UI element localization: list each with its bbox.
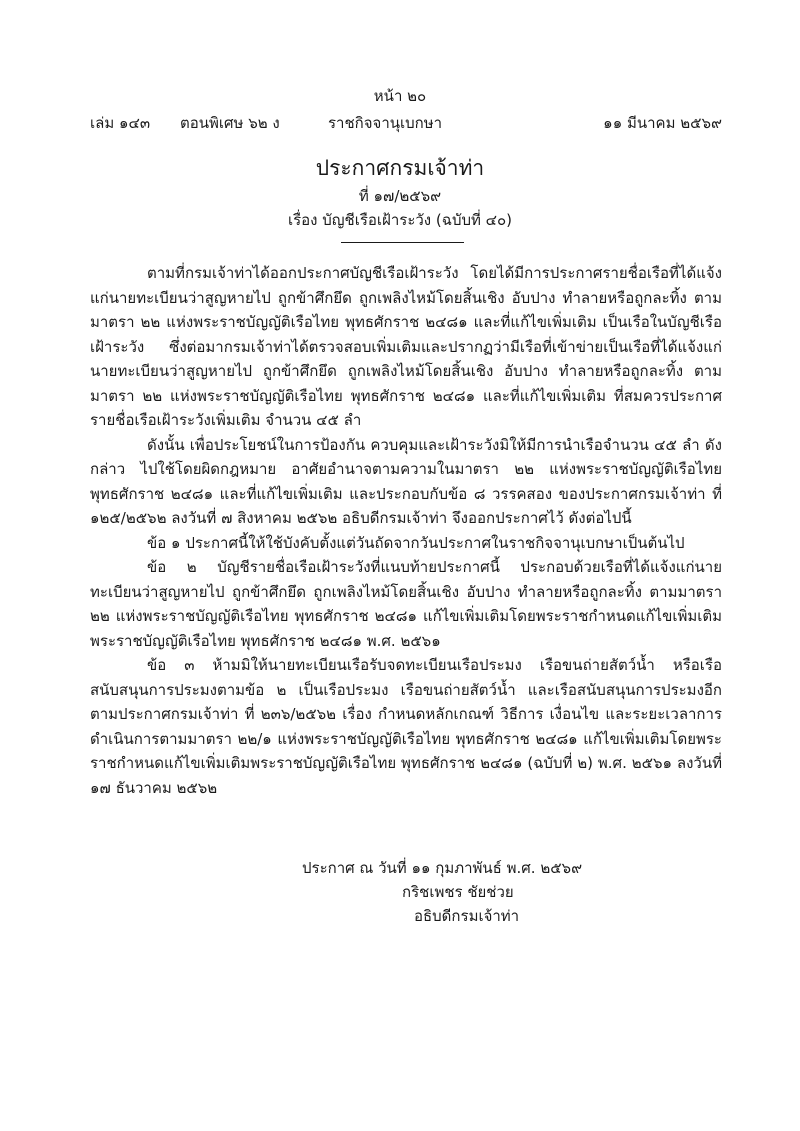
gazette-name: ราชกิจจานุเบกษา	[328, 114, 443, 132]
signature-block	[300, 856, 680, 928]
document-title: ประกาศกรมเจ้าท่า	[315, 156, 485, 180]
clause-3: ข้อ ๓ ห้ามมิให้นายทะเบียนเรือรับจดทะเบียนเรือประมง เรือขนถ่ายสัตว์น้ำ หรือเรือสนับสนุนการประมงตามข้อ ๒ เป็นเรือประมง เรือขนถ่ายสัตว์น้ำ และเรือสนับสนุนการประมงอีก ตามประกาศกรมเจ้าท่า ที่ ๒๓๖/๒๕๖๒ เรื่อง กำหนดหลักเกณฑ์ วิธีการ เงื่อนไข และระยะเวลาการดำเนินการตามมาตรา ๒๒/๑ แห่งพระราชบัญญัติเรือไทย พุทธศักราช ๒๔๘๑ แก้ไขเพิ่มเติมโดยพระราชกำหนดแก้ไขเพิ่มเติมพระราชบัญญัติเรือไทย พุทธศักราช ๒๔๘๑ (ฉบับที่ ๒) พ.ศ. ๒๕๖๑ ลงวันที่ ๑๗ ธันวาคม ๒๕๖๒	[90, 656, 722, 797]
paragraph-background: ตามที่กรมเจ้าท่าได้ออกประกาศบัญชีเรือเฝ้าระวัง โดยได้มีการประกาศรายชื่อเรือที่ได้แจ้งแก่นายทะเบียนว่าสูญหายไป ถูกข้าศึกยึด ถูกเพลิงไหม้โดยสิ้นเชิง อับปาง ทำลายหรือถูกละทิ้ง ตามมาตรา ๒๒ แห่งพระราชบัญญัติเรือไทย พุทธศักราช ๒๔๘๑ และที่แก้ไขเพิ่มเติม เป็นเรือในบัญชีเรือเฝ้าระวัง ซึ่งต่อมากรมเจ้าท่าได้ตรวจสอบเพิ่มเติมและปรากฏว่ามีเรือที่เข้าข่ายเป็นเรือที่ได้แจ้งแก่นายทะเบียนว่าสูญหายไป ถูกข้าศึกยึด ถูกเพลิงไหม้โดยสิ้นเชิง อับปาง ทำลายหรือถูกละทิ้ง ตามมาตรา ๒๒ แห่งพระราชบัญญัติเรือไทย พุทธศักราช ๒๔๘๑ และที่แก้ไขเพิ่มเติม ที่สมควรประกาศรายชื่อเรือเฝ้าระวังเพิ่มเติม จำนวน ๔๕ ลำ	[90, 264, 722, 429]
clause-2: ข้อ ๒ บัญชีรายชื่อเรือเฝ้าระวังที่แนบท้ายประกาศนี้ ประกอบด้วยเรือที่ได้แจ้งแก่นายทะเบียนว่าสูญหายไป ถูกข้าศึกยึด ถูกเพลิงไหม้โดยสิ้นเชิง อับปาง ทำลายหรือถูกละทิ้ง ตามมาตรา ๒๒ แห่งพระราชบัญญัติเรือไทย พุทธศักราช ๒๔๘๑ แก้ไขเพิ่มเติมโดยพระราชกำหนดแก้ไขเพิ่มเติมพระราชบัญญัติเรือไทย พุทธศักราช ๒๔๘๑ พ.ศ. ๒๕๖๑	[90, 558, 722, 650]
special-section: ตอนพิเศษ ๖๒ ง	[180, 114, 280, 132]
document-number: ที่ ๑๗/๒๕๖๙	[358, 187, 442, 205]
publication-date: ๑๑ มีนาคม ๒๕๖๙	[603, 114, 722, 132]
volume-number: เล่ม ๑๔๓	[90, 114, 151, 132]
page-number: หน้า ๒๐	[373, 87, 427, 105]
document-body	[90, 261, 722, 800]
signatory-position: อธิบดีกรมเจ้าท่า	[414, 907, 520, 925]
clause-1: ข้อ ๑ ประกาศนี้ให้ใช้บังคับตั้งแต่วันถัดจากวันประกาศในราชกิจจานุเบกษาเป็นต้นไป	[147, 533, 685, 552]
document-subject: เรื่อง บัญชีเรือเฝ้าระวัง (ฉบับที่ ๔๐)	[287, 211, 513, 229]
gazette-header	[90, 113, 722, 135]
announcement-date: ประกาศ ณ วันที่ ๑๑ กุมภาพันธ์ พ.ศ. ๒๕๖๙	[302, 859, 583, 877]
title-divider	[341, 242, 464, 243]
signatory-name: กริชเพชร ชัยช่วย	[402, 883, 514, 901]
paragraph-authority: ดังนั้น เพื่อประโยชน์ในการป้องกัน ควบคุมและเฝ้าระวังมิให้มีการนำเรือจำนวน ๔๕ ลำ ดังกล่าว ไปใช้โดยผิดกฎหมาย อาศัยอำนาจตามความในมาตรา ๒๒ แห่งพระราชบัญญัติเรือไทย พุทธศักราช ๒๔๘๑ และที่แก้ไขเพิ่มเติม และประกอบกับข้อ ๘ วรรคสอง ของประกาศกรมเจ้าท่า ที่ ๑๒๕/๒๕๖๒ ลงวันที่ ๗ สิงหาคม ๒๕๖๒ อธิบดีกรมเจ้าท่า จึงออกประกาศไว้ ดังต่อไปนี้	[90, 435, 722, 527]
